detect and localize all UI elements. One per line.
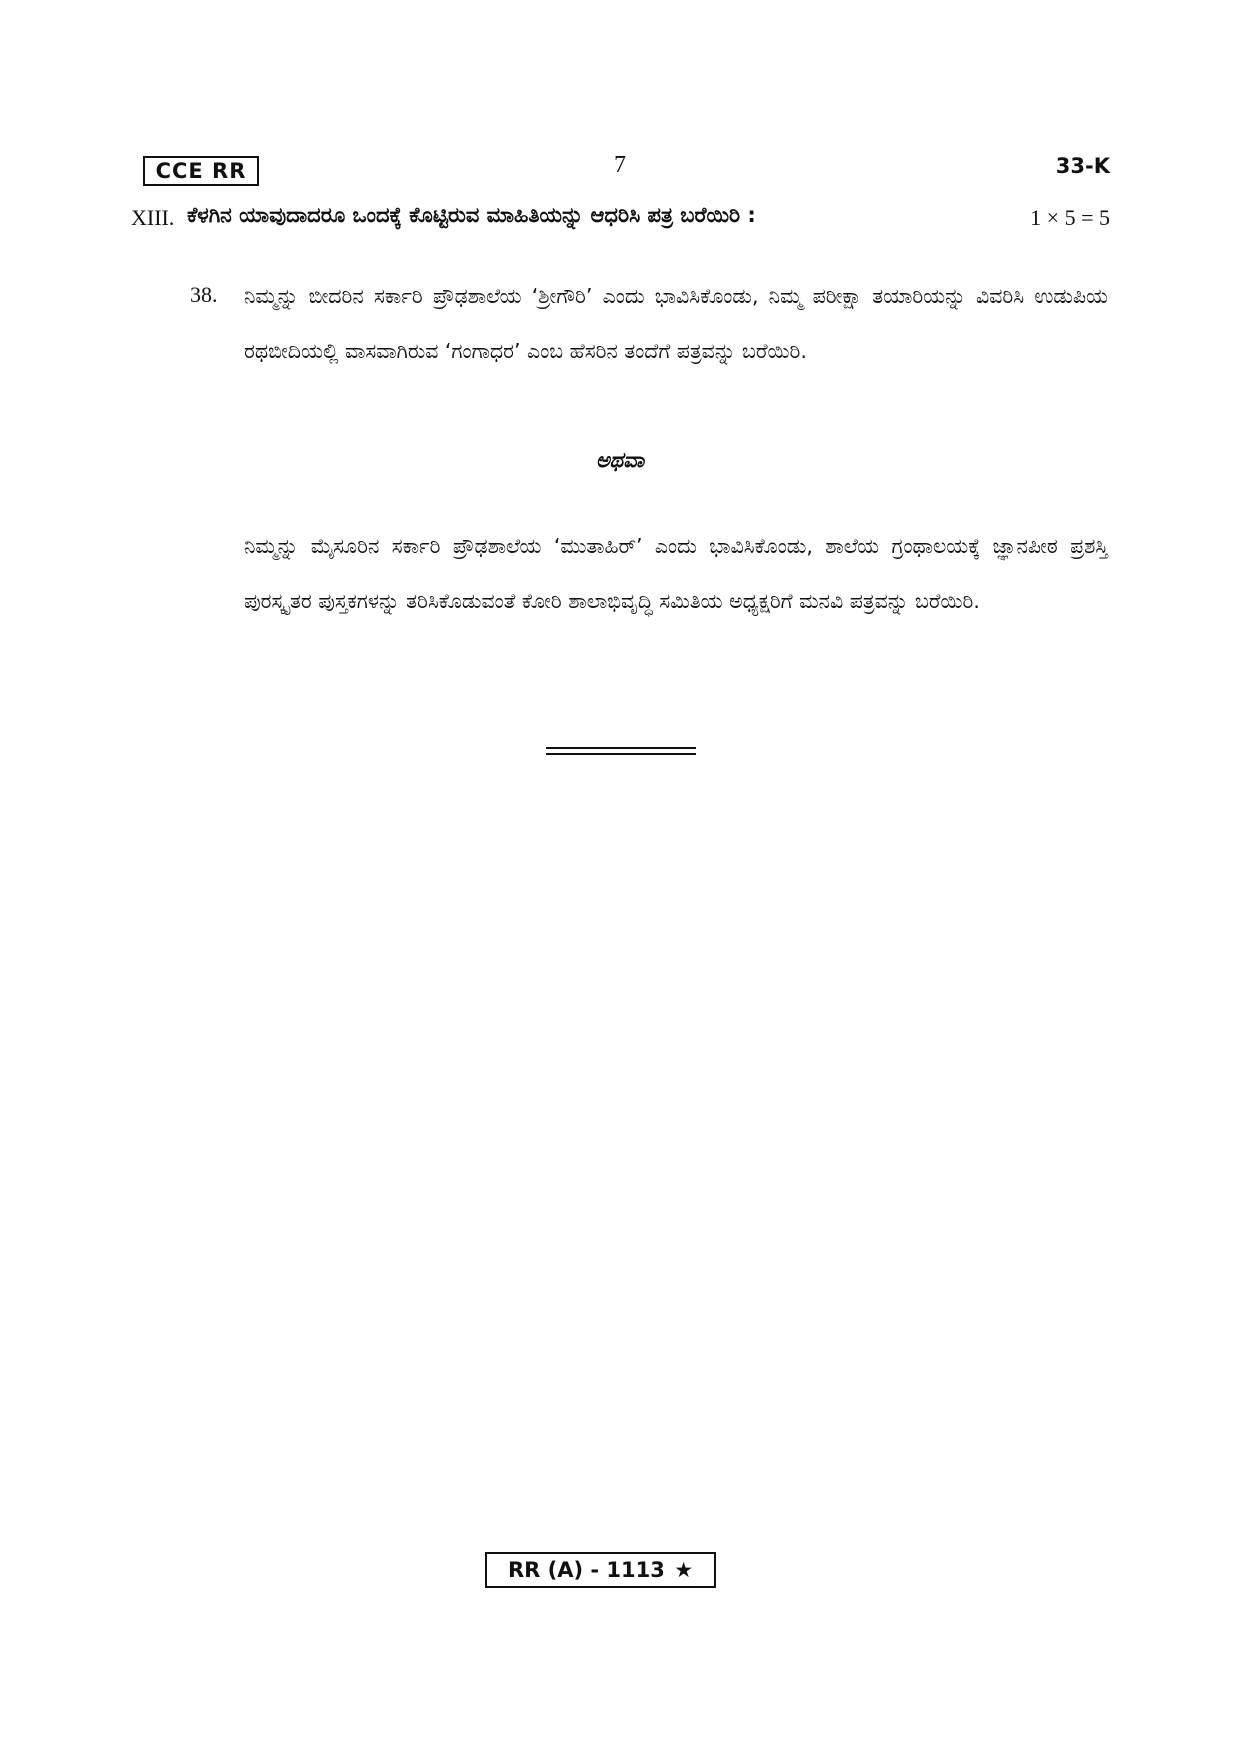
section-header bbox=[131, 203, 1110, 237]
section-marks: 1 × 5 = 5 bbox=[1030, 205, 1110, 230]
or-label: ಅಥವಾ bbox=[595, 448, 645, 472]
star-icon: ★ bbox=[674, 1558, 694, 1582]
subject-code: 33-K bbox=[1055, 154, 1110, 178]
end-divider bbox=[546, 747, 696, 759]
page-number: 7 bbox=[614, 152, 626, 178]
footer-code: RR (A) - 1113 bbox=[507, 1558, 665, 1582]
question-option-a: ನಿಮ್ಮನ್ನು ಬೀದರಿನ ಸರ್ಕಾರಿ ಪ್ರೌಢಶಾಲೆಯ ‘ಶ್ರೀಗೌರಿ’ ಎಂದು ಭಾವಿಸಿಕೊಂಡು, ನಿಮ್ಮ ಪರೀಕ್ಷಾ ತಯಾರಿಯನ್ನು ವಿವರಿಸಿ ಉಡುಪಿಯ ರಥಬೀದಿಯಲ್ಲಿ ವಾಸವಾಗಿರುವ ‘ಗಂಗಾಧರ’ ಎಂಬ ಹೆಸರಿನ ತಂದೆಗೆ ಪತ್ರವನ್ನು ಬರೆಯಿರಿ. bbox=[244, 284, 1108, 363]
question-number: 38. bbox=[190, 282, 218, 307]
question-option-b: ನಿಮ್ಮನ್ನು ಮೈಸೂರಿನ ಸರ್ಕಾರಿ ಪ್ರೌಢಶಾಲೆಯ ‘ಮುತಾಹಿರ್’ ಎಂದು ಭಾವಿಸಿಕೊಂಡು, ಶಾಲೆಯ ಗ್ರಂಥಾಲಯಕ್ಕೆ ಜ್ಞಾನಪೀಠ ಪ್ರಶಸ್ತಿ ಪುರಸ್ಕೃತರ ಪುಸ್ತಕಗಳನ್ನು ತರಿಸಿಕೊಡುವಂತೆ ಕೋರಿ ಶಾಲಾಭಿವೃದ್ಧಿ ಸಮಿತಿಯ ಅಧ್ಯಕ್ಷರಿಗೆ ಮನವಿ ಪತ್ರವನ್ನು ಬರೆಯಿರಿ. bbox=[244, 534, 1108, 613]
section-number: XIII. bbox=[131, 205, 175, 230]
section-instruction: ಕೆಳಗಿನ ಯಾವುದಾದರೂ ಒಂದಕ್ಕೆ ಕೊಟ್ಟಿರುವ ಮಾಹಿತಿಯನ್ನು ಆಧರಿಸಿ ಪತ್ರ ಬರೆಯಿರಿ : bbox=[187, 203, 756, 227]
footer-code-box bbox=[485, 1552, 716, 1588]
paper-code-box: CCE RR bbox=[143, 156, 259, 186]
